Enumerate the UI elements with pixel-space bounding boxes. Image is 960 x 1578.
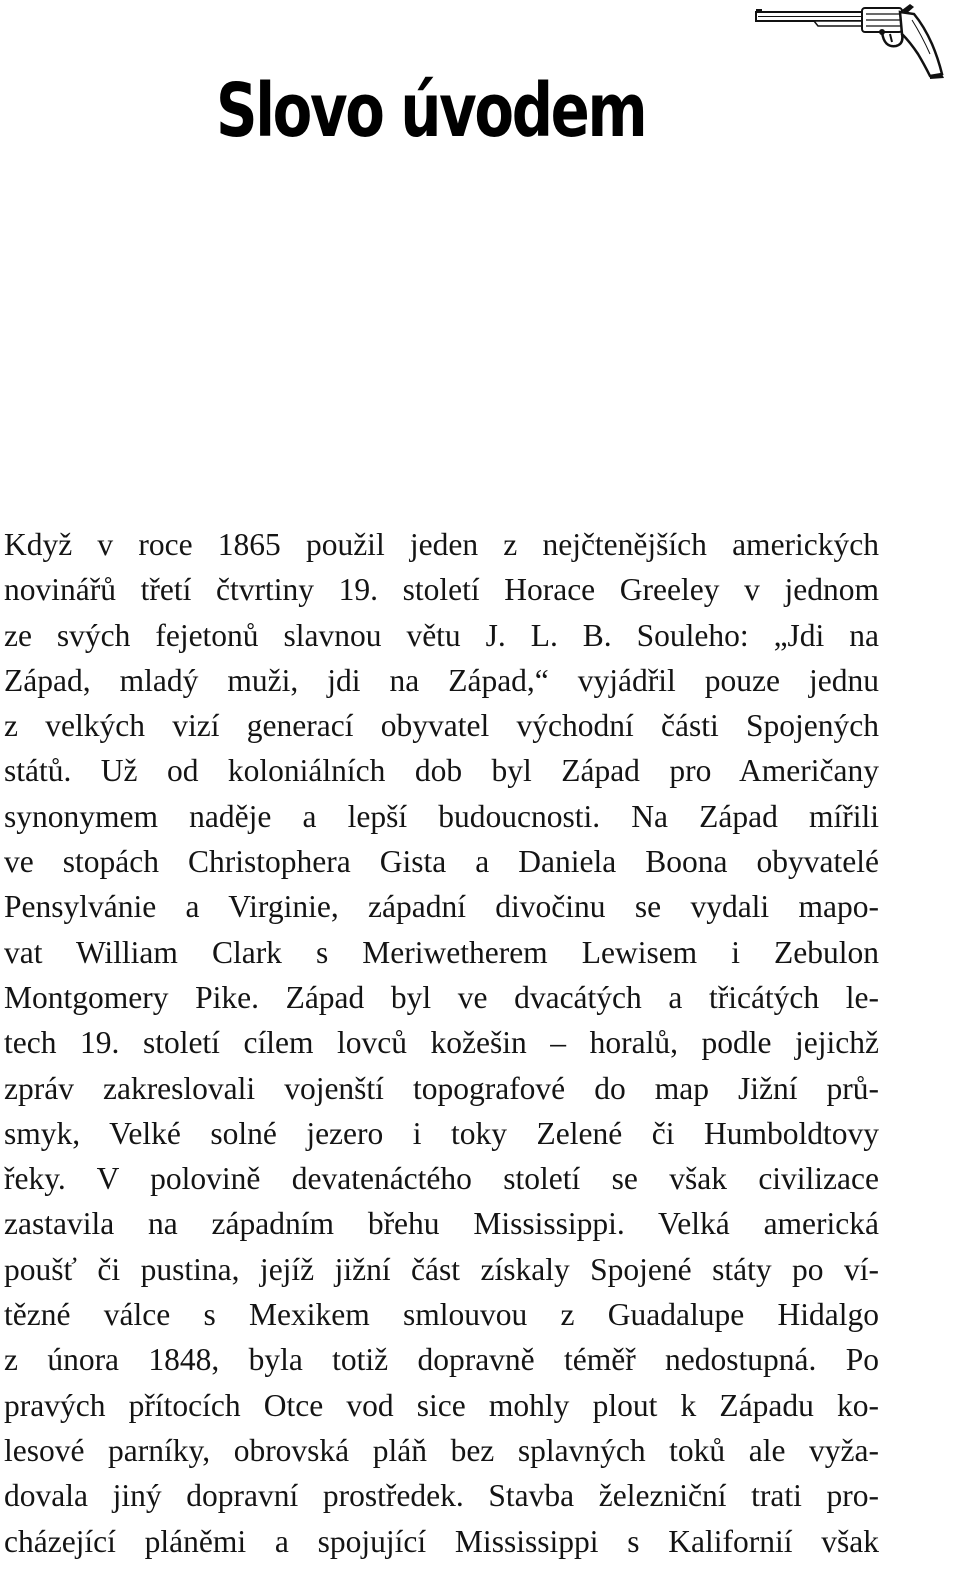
- text-line: cházející pláněmi a spojující Mississippi s Kalifornií však: [4, 1523, 879, 1559]
- text-line: lesové parníky, obrovská pláň bez splavných toků ale vyža-: [4, 1432, 879, 1468]
- text-line: Pensylvánie a Virginie, západní divočinu se vydali mapo-: [4, 889, 879, 925]
- text-line: vat William Clark s Meriwetherem Lewisem i Zebulon: [4, 934, 879, 970]
- text-line: Když v roce 1865 použil jeden z nejčtenějších amerických: [4, 527, 879, 562]
- text-line: z velkých vizí generací obyvatel východní části Spojených: [4, 708, 879, 744]
- text-line: novinářů třetí čtvrtiny 19. století Horace Greeley v jednom: [4, 572, 879, 608]
- text-line: ve stopách Christophera Gista a Daniela Boona obyvatelé: [4, 844, 879, 880]
- text-line: řeky. V polovině devatenáctého století se však civilizace: [4, 1161, 879, 1197]
- text-line: Montgomery Pike. Západ byl ve dvacátých a třicátých le-: [4, 979, 879, 1015]
- text-line: ze svých fejetonů slavnou větu J. L. B. Souleho: „Jdi na: [4, 617, 879, 653]
- text-line: poušť či pustina, jejíž jižní část získaly Spojené státy po ví-: [4, 1251, 879, 1287]
- text-line: zastavila na západním břehu Mississippi. Velká americká: [4, 1206, 879, 1242]
- text-line: tech 19. století cílem lovců kožešin – horalů, podle jejichž: [4, 1025, 879, 1061]
- text-line: pravých přítocích Otce vod sice mohly plout k Západu ko-: [4, 1387, 879, 1423]
- text-line: tězné válce s Mexikem smlouvou z Guadalupe Hidalgo: [4, 1297, 879, 1333]
- text-line: zpráv zakreslovali vojenští topografové do map Jižní prů-: [4, 1070, 879, 1106]
- text-line: smyk, Velké solné jezero i toky Zelené či Humboldtovy: [4, 1115, 879, 1151]
- text-line: synonymem naděje a lepší budoucnosti. Na Západ mířili: [4, 798, 879, 834]
- body-text: [4, 522, 879, 1564]
- revolver-icon: [754, 4, 946, 80]
- text-line: států. Už od koloniálních dob byl Západ pro Američany: [4, 753, 879, 789]
- text-line: Západ, mladý muži, jdi na Západ,“ vyjádřil pouze jednu: [4, 662, 879, 698]
- page-title: Slovo úvodem: [216, 68, 646, 154]
- text-line: z února 1848, byla totiž dopravně téměř nedostupná. Po: [4, 1342, 879, 1378]
- text-line: dovala jiný dopravní prostředek. Stavba železniční trati pro-: [4, 1478, 879, 1514]
